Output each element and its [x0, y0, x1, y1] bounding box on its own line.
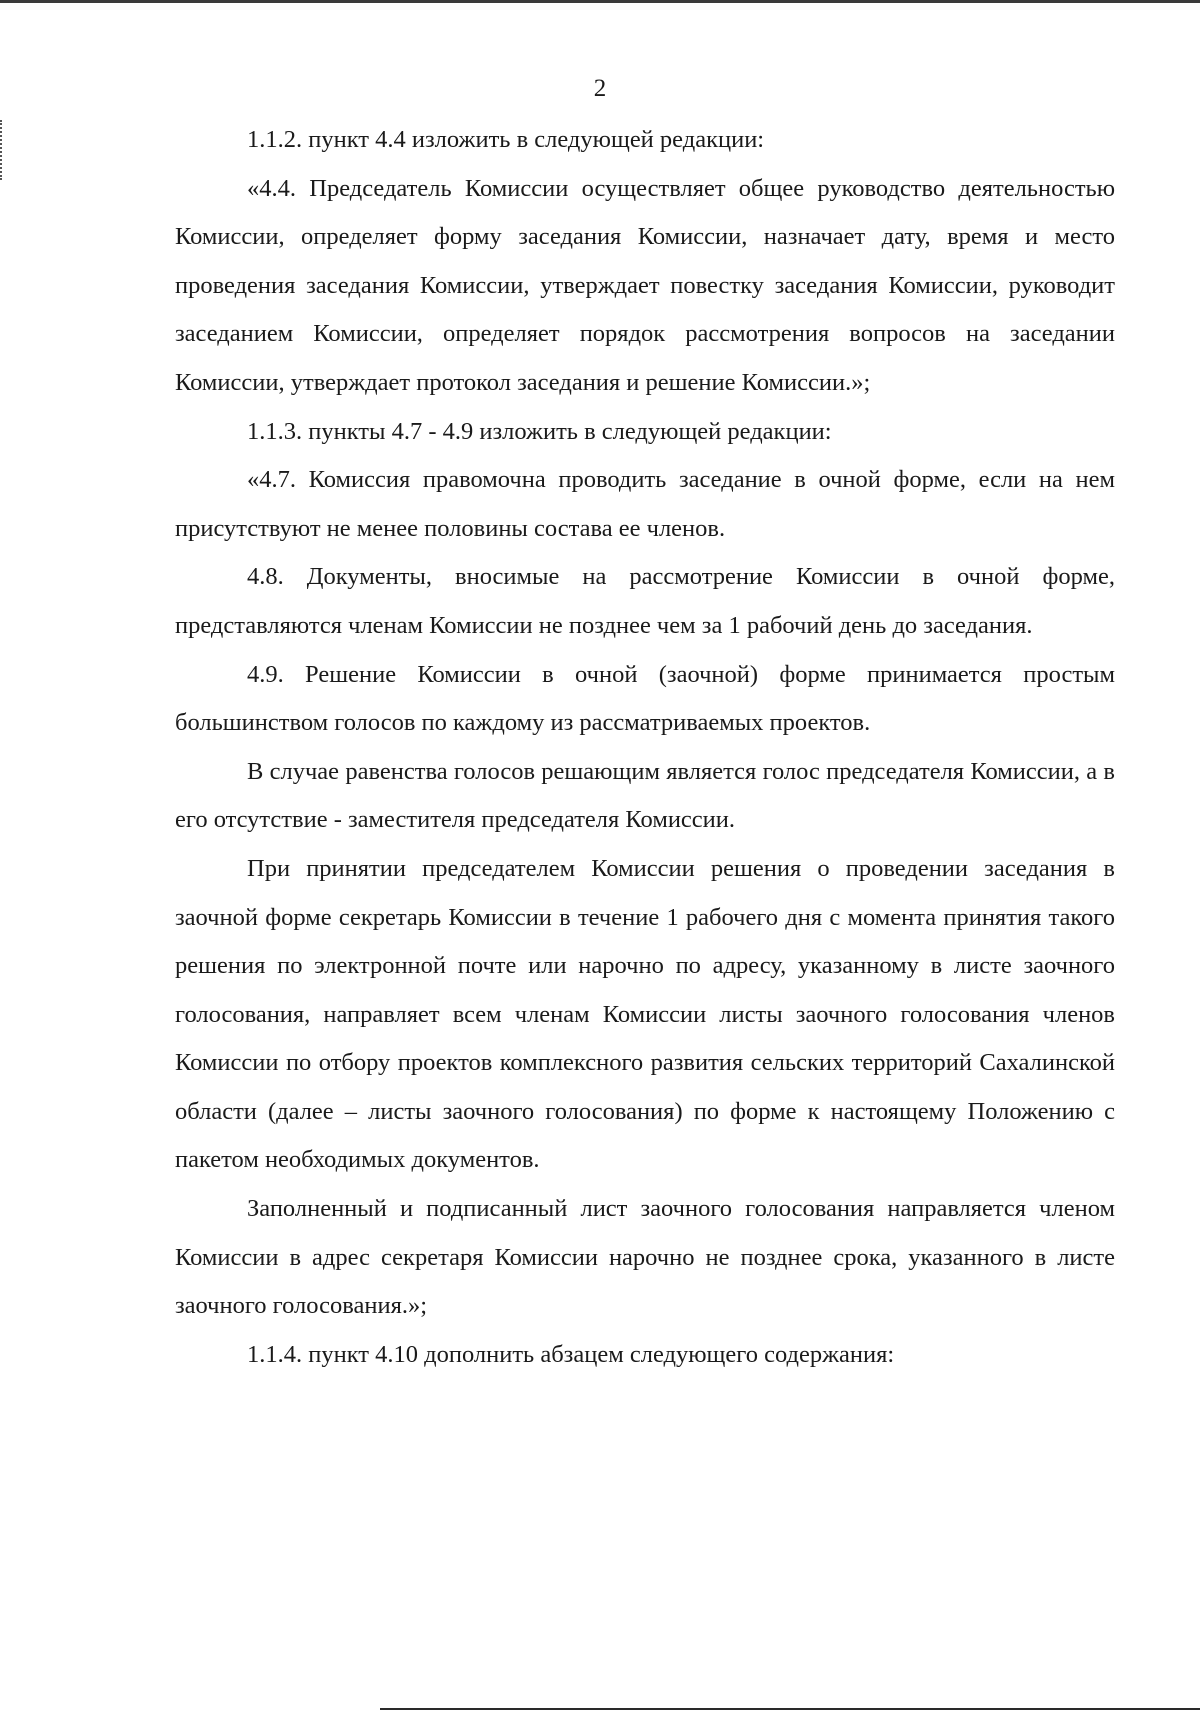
paragraph-4-8: 4.8. Документы, вносимые на рассмотрение Комиссии в очной форме, представляются членам Комиссии не позднее чем за 1 рабочий день до заседания.	[175, 563, 1115, 639]
top-scan-border	[0, 0, 1200, 3]
page-number: 2	[593, 75, 607, 102]
paragraph-4-7: «4.7. Комиссия правомочна проводить заседание в очной форме, если на нем присутствуют не менее половины состава ее членов.	[175, 466, 1115, 542]
paragraph-tie-vote: В случае равенства голосов решающим является голос председателя Комиссии, а в его отсутствие - заместителя председателя Комиссии.	[175, 757, 1115, 834]
paragraph-completed-sheet: Заполненный и подписанный лист заочного голосования направляется членом Комиссии в адрес секретаря Комиссии нарочно не позднее срока, указанного в листе заочного голосования.»;	[175, 1195, 1115, 1320]
paragraph-1-1-4: 1.1.4. пункт 4.10 дополнить абзацем следующего содержания:	[247, 1340, 895, 1368]
paragraph-4-4: «4.4. Председатель Комиссии осуществляет общее руководство деятельностью Комиссии, определяет форму заседания Комиссии, назначает дату, время и место проведения заседания Комиссии, утверждает повестку заседания Комиссии, руководит заседанием Комиссии, определяет порядок рассмотрения вопросов на заседании Комиссии, утверждает протокол заседания и решение Комиссии.»;	[175, 174, 1115, 396]
bottom-scan-border	[380, 1708, 1200, 1710]
paragraph-1-1-3: 1.1.3. пункты 4.7 - 4.9 изложить в следующей редакции:	[247, 417, 832, 445]
document-body	[175, 116, 1115, 1379]
left-scan-marks	[0, 120, 5, 180]
paragraph-4-9: 4.9. Решение Комиссии в очной (заочной) форме принимается простым большинством голосов по каждому из рассматриваемых проектов.	[175, 660, 1115, 737]
paragraph-absentee-procedure: При принятии председателем Комиссии решения о проведении заседания в заочной форме секретарь Комиссии в течение 1 рабочего дня с момента принятия такого решения по электронной почте или нарочно по адресу, указанному в листе заочного голосования, направляет всем членам Комиссии листы заочного голосования членов Комиссии по отбору проектов комплексного развития сельских территорий Сахалинской области (далее – листы заочного голосования) по форме к настоящему Положению с пакетом необходимых документов.	[175, 854, 1115, 1174]
paragraph-1-1-2: 1.1.2. пункт 4.4 изложить в следующей редакции:	[247, 126, 765, 153]
